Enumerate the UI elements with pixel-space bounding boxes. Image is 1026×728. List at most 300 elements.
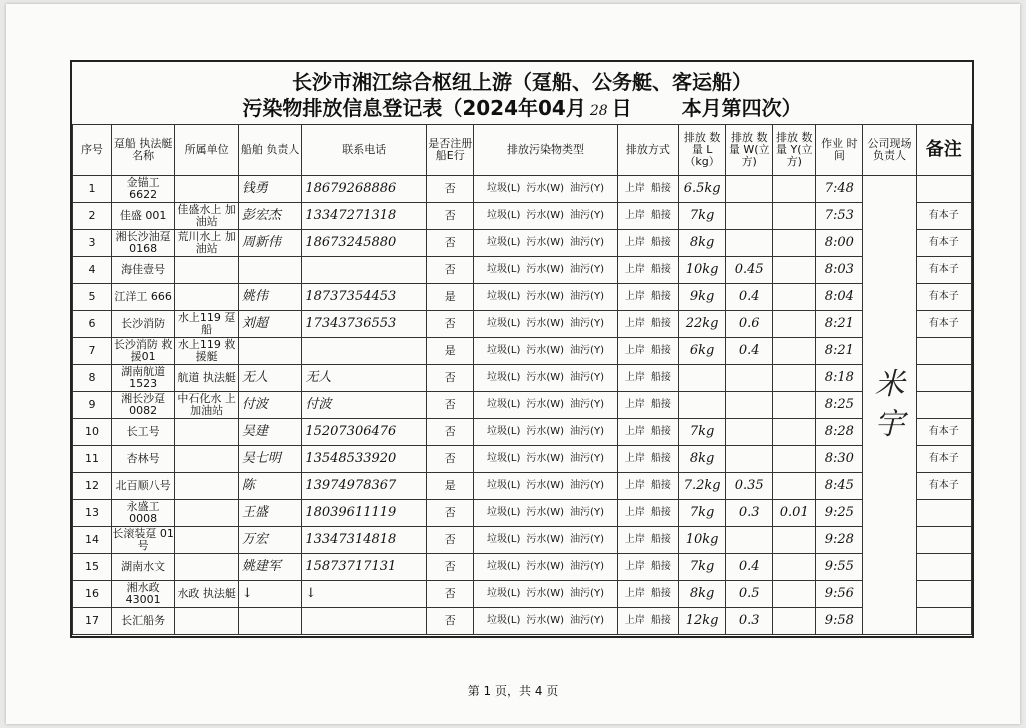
row-time-handwritten: 8:30	[816, 446, 863, 473]
row-qty-w-handwritten	[726, 176, 773, 203]
method-option-ship: 船接	[650, 318, 671, 329]
type-option-l: 垃圾(L)	[486, 264, 521, 275]
type-option-w: 污水(W)	[526, 480, 565, 491]
row-vessel-name: 佳盛 001	[111, 203, 174, 230]
row-qty-l-handwritten: 9kg	[679, 284, 726, 311]
row-unit	[175, 608, 238, 635]
type-option-l: 垃圾(L)	[486, 615, 521, 626]
type-option-w: 污水(W)	[526, 426, 565, 437]
row-qty-y-handwritten: 0.01	[773, 500, 816, 527]
method-option-shore: 上岸	[624, 345, 645, 356]
row-discharge-method	[617, 230, 678, 257]
header-types: 排放污染物类型	[474, 125, 617, 176]
row-qty-w-handwritten	[726, 527, 773, 554]
method-option-shore: 上岸	[624, 507, 645, 518]
row-discharge-method	[617, 257, 678, 284]
row-master-handwritten: 付波	[238, 392, 301, 419]
row-time-handwritten: 8:25	[816, 392, 863, 419]
registration-form	[70, 60, 974, 638]
row-master-handwritten: 姚建军	[238, 554, 301, 581]
method-option-shore: 上岸	[624, 426, 645, 437]
type-option-w: 污水(W)	[526, 345, 565, 356]
row-remark: 有本子	[916, 473, 971, 500]
row-remark	[916, 608, 971, 635]
row-seq: 15	[73, 554, 112, 581]
row-registered: 否	[427, 176, 474, 203]
row-time-handwritten: 8:28	[816, 419, 863, 446]
method-option-shore: 上岸	[624, 210, 645, 221]
header-qty-y: 排放 数量 Y(立方)	[773, 125, 816, 176]
row-phone-handwritten: 18039611119	[302, 500, 427, 527]
method-option-shore: 上岸	[624, 291, 645, 302]
table-row	[73, 284, 972, 311]
row-registered: 否	[427, 257, 474, 284]
row-unit: 中石化水 上加油站	[175, 392, 238, 419]
row-discharge-method	[617, 527, 678, 554]
method-option-ship: 船接	[650, 237, 671, 248]
row-discharge-method	[617, 311, 678, 338]
row-qty-y-handwritten	[773, 392, 816, 419]
row-pollutant-types	[474, 419, 617, 446]
row-phone-handwritten: 18737354453	[302, 284, 427, 311]
method-option-shore: 上岸	[624, 588, 645, 599]
row-discharge-method	[617, 338, 678, 365]
row-seq: 6	[73, 311, 112, 338]
row-qty-l-handwritten: 7kg	[679, 500, 726, 527]
row-registered: 否	[427, 203, 474, 230]
row-qty-y-handwritten	[773, 365, 816, 392]
row-pollutant-types	[474, 338, 617, 365]
row-vessel-name: 长沙消防	[111, 311, 174, 338]
row-seq: 7	[73, 338, 112, 365]
row-seq: 13	[73, 500, 112, 527]
row-qty-w-handwritten	[726, 230, 773, 257]
row-qty-l-handwritten: 7.2kg	[679, 473, 726, 500]
type-option-l: 垃圾(L)	[486, 237, 521, 248]
row-registered: 是	[427, 473, 474, 500]
header-seq: 序号	[73, 125, 112, 176]
row-qty-w-handwritten	[726, 365, 773, 392]
method-option-ship: 船接	[650, 183, 671, 194]
method-option-shore: 上岸	[624, 372, 645, 383]
header-master: 船舶 负责人	[238, 125, 301, 176]
row-discharge-method	[617, 446, 678, 473]
row-master-handwritten: 钱勇	[238, 176, 301, 203]
row-phone-handwritten	[302, 338, 427, 365]
page-footer: 第 1 页，共 4 页	[467, 684, 559, 698]
row-qty-l-handwritten: 6kg	[679, 338, 726, 365]
row-unit	[175, 473, 238, 500]
row-qty-w-handwritten: 0.4	[726, 554, 773, 581]
table-row	[73, 365, 972, 392]
row-registered: 否	[427, 311, 474, 338]
row-seq: 10	[73, 419, 112, 446]
method-option-ship: 船接	[650, 210, 671, 221]
row-qty-y-handwritten	[773, 473, 816, 500]
responsible-person-signature: 米宇	[863, 176, 916, 635]
row-phone-handwritten: 13974978367	[302, 473, 427, 500]
type-option-y: 油污(Y)	[570, 210, 604, 221]
type-option-l: 垃圾(L)	[486, 399, 521, 410]
row-registered: 否	[427, 527, 474, 554]
method-option-shore: 上岸	[624, 453, 645, 464]
row-phone-handwritten: 18679268886	[302, 176, 427, 203]
header-time: 作业 时间	[816, 125, 863, 176]
row-remark: 有本子	[916, 257, 971, 284]
row-pollutant-types	[474, 365, 617, 392]
row-qty-y-handwritten	[773, 338, 816, 365]
row-master-handwritten: 王盛	[238, 500, 301, 527]
type-option-w: 污水(W)	[526, 372, 565, 383]
row-discharge-method	[617, 176, 678, 203]
row-qty-w-handwritten	[726, 446, 773, 473]
method-option-shore: 上岸	[624, 264, 645, 275]
method-option-ship: 船接	[650, 480, 671, 491]
type-option-y: 油污(Y)	[570, 372, 604, 383]
row-discharge-method	[617, 554, 678, 581]
table-row	[73, 608, 972, 635]
row-time-handwritten: 8:21	[816, 311, 863, 338]
type-option-y: 油污(Y)	[570, 318, 604, 329]
row-qty-l-handwritten: 8kg	[679, 581, 726, 608]
row-master-handwritten: 姚伟	[238, 284, 301, 311]
table-row	[73, 230, 972, 257]
type-option-l: 垃圾(L)	[486, 561, 521, 572]
row-pollutant-types	[474, 284, 617, 311]
type-option-y: 油污(Y)	[570, 534, 604, 545]
header-vessel: 趸船 执法艇名称	[111, 125, 174, 176]
row-pollutant-types	[474, 608, 617, 635]
row-phone-handwritten	[302, 608, 427, 635]
row-discharge-method	[617, 419, 678, 446]
row-time-handwritten: 9:55	[816, 554, 863, 581]
title-day-handwritten: 28	[589, 103, 608, 119]
row-unit	[175, 419, 238, 446]
row-qty-y-handwritten	[773, 419, 816, 446]
row-phone-handwritten: 15873717131	[302, 554, 427, 581]
type-option-w: 污水(W)	[526, 264, 565, 275]
row-vessel-name: 永盛工 0008	[111, 500, 174, 527]
row-qty-l-handwritten	[679, 365, 726, 392]
row-qty-w-handwritten: 0.4	[726, 338, 773, 365]
row-seq: 14	[73, 527, 112, 554]
row-phone-handwritten: 无人	[302, 365, 427, 392]
type-option-y: 油污(Y)	[570, 345, 604, 356]
row-qty-y-handwritten	[773, 446, 816, 473]
type-option-w: 污水(W)	[526, 183, 565, 194]
row-phone-handwritten: 13347314818	[302, 527, 427, 554]
row-time-handwritten: 8:45	[816, 473, 863, 500]
row-phone-handwritten: 17343736553	[302, 311, 427, 338]
row-unit: 水上119 救援艇	[175, 338, 238, 365]
row-registered: 否	[427, 446, 474, 473]
method-option-ship: 船接	[650, 264, 671, 275]
row-qty-y-handwritten	[773, 284, 816, 311]
row-pollutant-types	[474, 554, 617, 581]
row-unit	[175, 257, 238, 284]
type-option-y: 油污(Y)	[570, 507, 604, 518]
header-unit: 所属单位	[175, 125, 238, 176]
emission-table	[72, 124, 972, 635]
type-option-l: 垃圾(L)	[486, 480, 521, 491]
row-time-handwritten: 9:25	[816, 500, 863, 527]
row-qty-w-handwritten: 0.3	[726, 608, 773, 635]
row-pollutant-types	[474, 176, 617, 203]
row-time-handwritten: 8:00	[816, 230, 863, 257]
method-option-shore: 上岸	[624, 561, 645, 572]
row-seq: 8	[73, 365, 112, 392]
row-seq: 12	[73, 473, 112, 500]
row-master-handwritten: 万宏	[238, 527, 301, 554]
method-option-shore: 上岸	[624, 534, 645, 545]
table-row	[73, 554, 972, 581]
row-remark	[916, 500, 971, 527]
row-remark: 有本子	[916, 446, 971, 473]
type-option-w: 污水(W)	[526, 615, 565, 626]
row-qty-l-handwritten: 8kg	[679, 446, 726, 473]
type-option-l: 垃圾(L)	[486, 183, 521, 194]
row-master-handwritten: 吴建	[238, 419, 301, 446]
row-seq: 17	[73, 608, 112, 635]
row-time-handwritten: 9:56	[816, 581, 863, 608]
row-registered: 否	[427, 230, 474, 257]
row-seq: 4	[73, 257, 112, 284]
table-row	[73, 581, 972, 608]
method-option-ship: 船接	[650, 399, 671, 410]
row-qty-w-handwritten: 0.6	[726, 311, 773, 338]
row-discharge-method	[617, 473, 678, 500]
method-option-ship: 船接	[650, 426, 671, 437]
type-option-l: 垃圾(L)	[486, 291, 521, 302]
row-seq: 16	[73, 581, 112, 608]
row-registered: 否	[427, 392, 474, 419]
type-option-w: 污水(W)	[526, 453, 565, 464]
row-seq: 5	[73, 284, 112, 311]
table-row	[73, 203, 972, 230]
type-option-l: 垃圾(L)	[486, 210, 521, 221]
row-master-handwritten: 吴七明	[238, 446, 301, 473]
type-option-y: 油污(Y)	[570, 453, 604, 464]
row-qty-w-handwritten: 0.3	[726, 500, 773, 527]
method-option-shore: 上岸	[624, 183, 645, 194]
row-qty-w-handwritten	[726, 419, 773, 446]
type-option-w: 污水(W)	[526, 318, 565, 329]
type-option-w: 污水(W)	[526, 399, 565, 410]
row-pollutant-types	[474, 392, 617, 419]
row-vessel-name: 海佳壹号	[111, 257, 174, 284]
row-qty-w-handwritten: 0.5	[726, 581, 773, 608]
row-qty-l-handwritten: 7kg	[679, 554, 726, 581]
type-option-w: 污水(W)	[526, 534, 565, 545]
row-qty-w-handwritten: 0.45	[726, 257, 773, 284]
method-option-shore: 上岸	[624, 480, 645, 491]
title-prefix: 污染物排放信息登记表（2024年04月	[242, 96, 586, 120]
row-qty-y-handwritten	[773, 176, 816, 203]
row-pollutant-types	[474, 311, 617, 338]
row-phone-handwritten: 13548533920	[302, 446, 427, 473]
method-option-shore: 上岸	[624, 615, 645, 626]
type-option-l: 垃圾(L)	[486, 453, 521, 464]
row-unit: 水政 执法艇	[175, 581, 238, 608]
table-row	[73, 446, 972, 473]
row-remark	[916, 365, 971, 392]
row-unit	[175, 176, 238, 203]
row-remark	[916, 527, 971, 554]
row-seq: 11	[73, 446, 112, 473]
table-row	[73, 176, 972, 203]
table-row	[73, 338, 972, 365]
title-mid: 日	[611, 96, 632, 120]
row-qty-y-handwritten	[773, 608, 816, 635]
row-unit: 佳盛水上 加油站	[175, 203, 238, 230]
row-master-handwritten: 彭宏杰	[238, 203, 301, 230]
type-option-w: 污水(W)	[526, 588, 565, 599]
row-vessel-name: 湘水政 43001	[111, 581, 174, 608]
row-unit: 水上119 趸船	[175, 311, 238, 338]
row-qty-w-handwritten: 0.35	[726, 473, 773, 500]
row-qty-w-handwritten	[726, 392, 773, 419]
row-seq: 2	[73, 203, 112, 230]
row-master-handwritten: 无人	[238, 365, 301, 392]
row-registered: 否	[427, 554, 474, 581]
row-discharge-method	[617, 203, 678, 230]
row-vessel-name: 湖南水文	[111, 554, 174, 581]
row-qty-y-handwritten	[773, 203, 816, 230]
method-option-ship: 船接	[650, 615, 671, 626]
form-title-line2	[72, 92, 972, 121]
row-remark	[916, 581, 971, 608]
method-option-ship: 船接	[650, 453, 671, 464]
row-vessel-name: 湘长沙油趸 0168	[111, 230, 174, 257]
table-row	[73, 392, 972, 419]
row-unit: 航道 执法艇	[175, 365, 238, 392]
type-option-y: 油污(Y)	[570, 291, 604, 302]
type-option-w: 污水(W)	[526, 507, 565, 518]
header-phone: 联系电话	[302, 125, 427, 176]
row-registered: 是	[427, 338, 474, 365]
row-phone-handwritten: 付波	[302, 392, 427, 419]
row-master-handwritten: 刘超	[238, 311, 301, 338]
type-option-y: 油污(Y)	[570, 426, 604, 437]
row-discharge-method	[617, 365, 678, 392]
row-master-handwritten: ↓	[238, 581, 301, 608]
row-vessel-name: 长滚装趸 01号	[112, 527, 174, 552]
method-option-shore: 上岸	[624, 318, 645, 329]
row-pollutant-types	[474, 527, 617, 554]
type-option-l: 垃圾(L)	[486, 507, 521, 518]
type-option-y: 油污(Y)	[570, 399, 604, 410]
type-option-y: 油污(Y)	[570, 183, 604, 194]
row-phone-handwritten: 13347271318	[302, 203, 427, 230]
row-qty-y-handwritten	[773, 230, 816, 257]
row-master-handwritten: 陈	[238, 473, 301, 500]
header-responsible: 公司现场负责人	[863, 125, 916, 176]
row-phone-handwritten: 15207306476	[302, 419, 427, 446]
type-option-w: 污水(W)	[526, 237, 565, 248]
row-discharge-method	[617, 284, 678, 311]
row-qty-y-handwritten	[773, 581, 816, 608]
header-registered: 是否注册船E行	[427, 125, 474, 176]
row-pollutant-types	[474, 446, 617, 473]
type-option-y: 油污(Y)	[570, 480, 604, 491]
row-vessel-name: 杏林号	[111, 446, 174, 473]
row-discharge-method	[617, 500, 678, 527]
row-discharge-method	[617, 581, 678, 608]
row-remark	[916, 176, 971, 203]
type-option-l: 垃圾(L)	[486, 345, 521, 356]
header-method: 排放方式	[617, 125, 678, 176]
table-row	[73, 500, 972, 527]
paper-sheet	[6, 4, 1020, 724]
row-pollutant-types	[474, 230, 617, 257]
row-seq: 1	[73, 176, 112, 203]
row-unit	[175, 554, 238, 581]
row-remark: 有本子	[916, 419, 971, 446]
row-time-handwritten: 8:21	[816, 338, 863, 365]
type-option-w: 污水(W)	[526, 561, 565, 572]
row-master-handwritten	[238, 608, 301, 635]
method-option-shore: 上岸	[624, 399, 645, 410]
row-qty-y-handwritten	[773, 257, 816, 284]
row-time-handwritten: 9:58	[816, 608, 863, 635]
row-discharge-method	[617, 608, 678, 635]
method-option-shore: 上岸	[624, 237, 645, 248]
header-qty-w: 排放 数量 W(立方)	[726, 125, 773, 176]
row-seq: 3	[73, 230, 112, 257]
row-time-handwritten: 8:18	[816, 365, 863, 392]
row-qty-y-handwritten	[773, 527, 816, 554]
row-qty-l-handwritten: 22kg	[679, 311, 726, 338]
row-pollutant-types	[474, 581, 617, 608]
header-qty-l: 排放 数量 L（kg）	[679, 125, 726, 176]
row-time-handwritten: 7:48	[816, 176, 863, 203]
row-qty-l-handwritten: 6.5kg	[679, 176, 726, 203]
row-vessel-name: 湘长沙趸 0082	[111, 392, 174, 419]
type-option-w: 污水(W)	[526, 291, 565, 302]
row-unit	[175, 500, 238, 527]
row-discharge-method	[617, 392, 678, 419]
row-time-handwritten: 7:53	[816, 203, 863, 230]
row-remark: 有本子	[916, 284, 971, 311]
row-remark	[916, 338, 971, 365]
row-unit: 荒川水上 加油站	[175, 230, 238, 257]
row-vessel-name: 长汇船务	[111, 608, 174, 635]
row-vessel-name: 长沙消防 救援01	[111, 338, 174, 365]
row-qty-l-handwritten: 10kg	[679, 257, 726, 284]
row-qty-l-handwritten: 10kg	[679, 527, 726, 554]
row-unit	[175, 284, 238, 311]
row-qty-l-handwritten: 8kg	[679, 230, 726, 257]
row-vessel-name: 湖南航道 1523	[111, 365, 174, 392]
type-option-l: 垃圾(L)	[486, 318, 521, 329]
row-qty-l-handwritten	[679, 392, 726, 419]
row-pollutant-types	[474, 203, 617, 230]
row-vessel-name: 长工号	[111, 419, 174, 446]
type-option-l: 垃圾(L)	[486, 372, 521, 383]
row-registered: 否	[427, 581, 474, 608]
method-option-ship: 船接	[650, 345, 671, 356]
header-remark: 备注	[916, 125, 971, 176]
row-time-handwritten: 8:04	[816, 284, 863, 311]
table-row	[73, 527, 972, 554]
type-option-y: 油污(Y)	[570, 561, 604, 572]
type-option-w: 污水(W)	[526, 210, 565, 221]
table-row	[73, 257, 972, 284]
row-vessel-name: 金锚工 6622	[111, 176, 174, 203]
type-option-y: 油污(Y)	[570, 264, 604, 275]
row-phone-handwritten: ↓	[302, 581, 427, 608]
title-suffix: 本月第四次）	[681, 96, 802, 120]
